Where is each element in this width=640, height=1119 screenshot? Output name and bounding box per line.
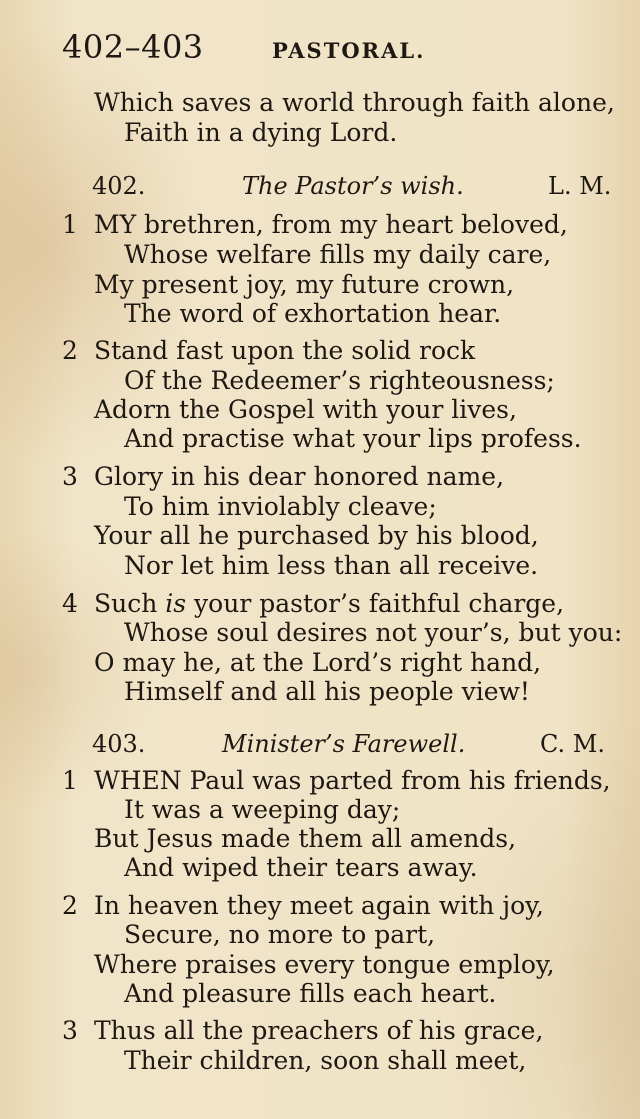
- page-number-range: 402–403: [62, 28, 204, 66]
- verse-number: 2: [62, 336, 78, 365]
- carry-line-1: Which saves a world through faith alone,: [94, 88, 615, 117]
- hymn-403-meter: C. M.: [540, 730, 605, 758]
- verse-line: In heaven they meet again with joy,: [94, 891, 544, 920]
- verse-line: Stand fast upon the solid rock: [94, 336, 476, 365]
- verse-line: It was a weeping day;: [124, 795, 401, 824]
- verse-line: Adorn the Gospel with your lives,: [94, 395, 517, 424]
- verse-line: And wiped their tears away.: [124, 853, 478, 882]
- verse-line: My present joy, my future crown,: [94, 270, 515, 299]
- verse-line: MY brethren, from my heart beloved,: [94, 210, 568, 239]
- verse-number: 1: [62, 766, 78, 795]
- verse-line: But Jesus made them all amends,: [94, 824, 517, 853]
- verse-line: Thus all the preachers of his grace,: [94, 1016, 544, 1045]
- verse-text: your pastor’s faithful charge,: [186, 589, 565, 618]
- section-title: PASTORAL.: [272, 38, 426, 63]
- verse-line: WHEN Paul was parted from his friends,: [94, 766, 611, 795]
- verse-number: 1: [62, 210, 78, 239]
- verse-line: To him inviolably cleave;: [124, 492, 437, 521]
- verse-line: Their children, soon shall meet,: [124, 1046, 527, 1075]
- verse-text: Such: [94, 589, 166, 618]
- hymn-402-number: 402.: [92, 172, 146, 200]
- verse-line: Your all he purchased by his blood,: [94, 521, 539, 550]
- verse-line: Nor let him less than all receive.: [124, 551, 539, 580]
- verse-line: And practise what your lips profess.: [124, 424, 582, 453]
- verse-line: Where praises every tongue employ,: [94, 950, 555, 979]
- hymn-403-number: 403.: [92, 730, 146, 758]
- verse-line: Of the Redeemer’s righteousness;: [124, 366, 555, 395]
- hymn-403-title: Minister’s Farewell.: [222, 730, 466, 758]
- verse-line: Glory in his dear honored name,: [94, 462, 505, 491]
- verse-line: And pleasure fills each heart.: [124, 979, 497, 1008]
- verse-number: 4: [62, 589, 78, 618]
- verse-line: Whose soul desires not your’s, but you:: [124, 618, 623, 647]
- verse-line: Whose welfare fills my daily care,: [124, 240, 552, 269]
- verse-line: Himself and all his people view!: [124, 677, 530, 706]
- verse-line: The word of exhortation hear.: [124, 299, 502, 328]
- verse-number: 3: [62, 1016, 78, 1045]
- carry-line-2: Faith in a dying Lord.: [124, 118, 398, 147]
- hymn-402-title: The Pastor’s wish.: [242, 172, 464, 200]
- verse-line: [94, 589, 564, 619]
- verse-number: 2: [62, 891, 78, 920]
- verse-emphasis: is: [165, 589, 187, 618]
- verse-line: Secure, no more to part,: [124, 920, 436, 949]
- verse-line: O may he, at the Lord’s right hand,: [94, 648, 542, 677]
- hymn-402-meter: L. M.: [548, 172, 612, 200]
- verse-number: 3: [62, 462, 78, 491]
